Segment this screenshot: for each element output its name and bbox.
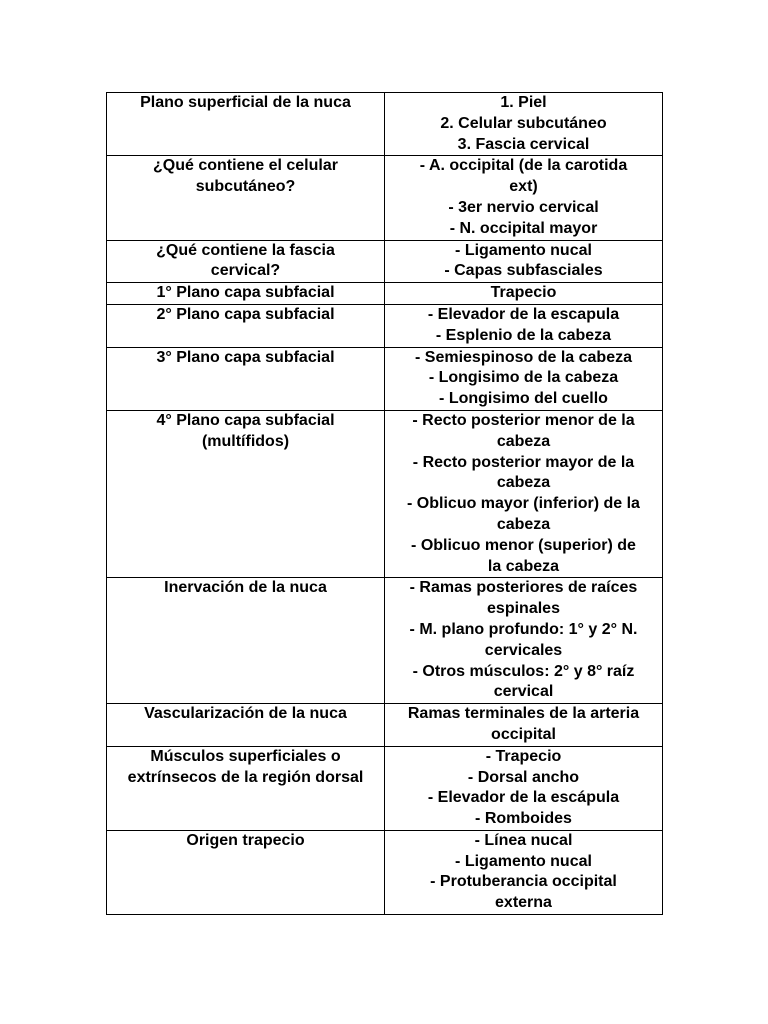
question-cell: [107, 704, 385, 747]
question-cell: [107, 410, 385, 577]
question-line: Plano superficial de la nuca: [140, 94, 351, 111]
question-line: ¿Qué contiene el celular: [153, 157, 338, 175]
answer-line: - Semiespinoso de la cabeza: [415, 348, 632, 366]
answer-line: - Oblicuo mayor (inferior) de la: [407, 495, 640, 513]
question-cell: [107, 304, 385, 347]
answer-line: cabeza: [496, 474, 551, 492]
question-line: ¿Qué contiene la fascia: [156, 241, 335, 259]
answer-line: occipital: [491, 725, 556, 743]
answer-line: espinales: [487, 600, 560, 618]
answer-cell: [385, 347, 663, 410]
answer-line: - Elevador de la escápula: [427, 789, 620, 807]
question-line: Inervación de la nuca: [164, 579, 327, 597]
question-line: Vascularización de la nuca: [144, 705, 347, 723]
table-row: [107, 410, 663, 577]
table-row: [107, 704, 663, 747]
table-row: [107, 578, 663, 704]
answer-cell: [385, 578, 663, 704]
question-cell: [107, 240, 385, 283]
answer-cell: [385, 410, 663, 577]
question-cell: [107, 93, 385, 156]
answer-line: - Dorsal ancho: [467, 768, 580, 786]
answer-line: cabeza: [496, 515, 551, 533]
answer-line: - Línea nucal: [474, 831, 573, 849]
question-line: Músculos superficiales o: [150, 747, 341, 765]
answer-line: - Esplenio de la cabeza: [435, 326, 612, 344]
answer-line: - Ligamento nucal: [455, 241, 592, 259]
answer-line: - Trapecio: [485, 747, 562, 765]
answer-line: la cabeza: [487, 557, 560, 575]
answer-line: 2. Celular subcutáneo: [440, 114, 607, 132]
answer-line: Ramas terminales de la arteria: [407, 705, 640, 723]
table-row: [107, 746, 663, 830]
table-row: [107, 283, 663, 305]
answer-line: - Protuberancia occipital: [430, 873, 617, 891]
answer-line: Trapecio: [490, 284, 557, 302]
answer-line: cervical: [493, 683, 554, 701]
question-line: 3° Plano capa subfacial: [156, 348, 335, 366]
question-cell: [107, 347, 385, 410]
question-line: 1° Plano capa subfacial: [156, 284, 335, 302]
answer-line: - N. occipital mayor: [449, 219, 598, 237]
question-cell: [107, 746, 385, 830]
answer-cell: [385, 746, 663, 830]
question-cell: [107, 578, 385, 704]
answer-line: - Longisimo del cuello: [439, 390, 608, 408]
table-row: [107, 240, 663, 283]
answer-line: - Oblicuo menor (superior) de: [411, 536, 636, 554]
question-cell: [107, 156, 385, 240]
answer-line: - Recto posterior menor de la: [412, 411, 635, 429]
table-row: [107, 347, 663, 410]
answer-line: - A. occipital (de la carotida: [419, 157, 628, 175]
answer-line: - Ligamento nucal: [455, 852, 592, 870]
table-body: [107, 93, 663, 915]
question-line: 4° Plano capa subfacial: [156, 411, 335, 429]
study-table: [106, 92, 663, 915]
answer-line: - Capas subfasciales: [444, 262, 603, 280]
question-cell: [107, 830, 385, 914]
answer-line: 1. Piel: [500, 94, 547, 111]
answer-line: - Longisimo de la cabeza: [428, 369, 619, 387]
answer-line: cabeza: [496, 432, 551, 450]
table-row: [107, 156, 663, 240]
answer-line: cervicales: [484, 641, 563, 659]
question-line: (multífidos): [201, 432, 290, 450]
answer-cell: [385, 156, 663, 240]
answer-cell: [385, 704, 663, 747]
question-line: 2° Plano capa subfacial: [156, 305, 335, 323]
answer-cell: [385, 240, 663, 283]
answer-line: 3. Fascia cervical: [457, 135, 590, 153]
answer-cell: [385, 93, 663, 156]
answer-line: - Ramas posteriores de raíces: [409, 579, 638, 597]
answer-cell: [385, 304, 663, 347]
question-line: Origen trapecio: [186, 831, 305, 849]
question-cell: [107, 283, 385, 305]
answer-line: - 3er nervio cervical: [448, 198, 599, 216]
table-row: [107, 304, 663, 347]
table-row: [107, 93, 663, 156]
answer-line: - Romboides: [475, 810, 572, 828]
answer-line: ext): [509, 178, 538, 196]
answer-line: - Otros músculos: 2° y 8° raíz: [412, 662, 635, 680]
answer-line: - Recto posterior mayor de la: [412, 453, 635, 471]
question-line: subcutáneo?: [195, 178, 296, 196]
answer-line: - M. plano profundo: 1° y 2° N.: [409, 620, 638, 638]
answer-cell: [385, 830, 663, 914]
table-row: [107, 830, 663, 914]
answer-line: - Elevador de la escapula: [427, 305, 620, 323]
question-line: extrínsecos de la región dorsal: [127, 768, 364, 786]
question-line: cervical?: [210, 262, 281, 280]
answer-cell: [385, 283, 663, 305]
answer-line: externa: [495, 894, 552, 912]
